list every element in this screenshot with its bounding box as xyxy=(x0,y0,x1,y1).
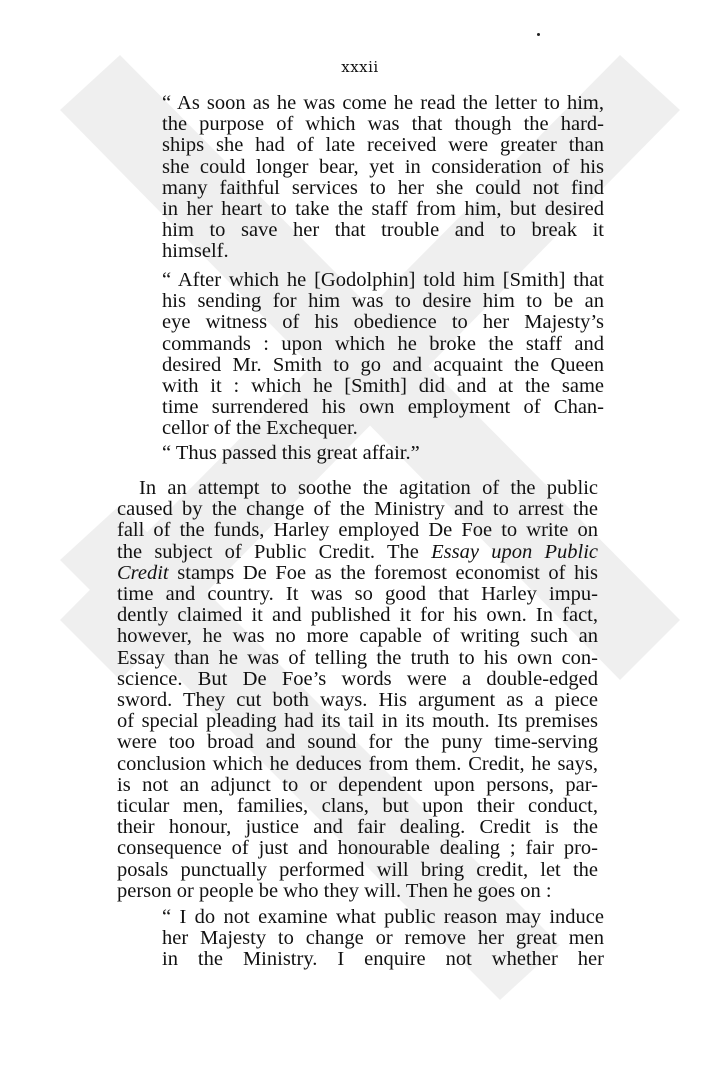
italic-title: Essay upon Public xyxy=(431,540,598,563)
quote-line: in her heart to take the staff from him, but desired xyxy=(162,198,604,221)
quote-line: “ As soon as he was come he read the letter to him, xyxy=(162,92,604,114)
quote-line: commands : upon which he broke the staff and xyxy=(162,332,604,355)
quote-line: with it : which he [Smith] did and at the same xyxy=(162,375,604,398)
quote-block-2 xyxy=(162,270,604,440)
paragraph-line: science. But De Foe’s words were a double-edged xyxy=(117,667,598,690)
paragraph-line: caused by the change of the Ministry and to arrest the xyxy=(117,498,598,521)
paragraph-line xyxy=(117,542,598,563)
paragraph-text: stamps De Foe as the foremost economist of his xyxy=(177,561,599,584)
quote-block-1 xyxy=(162,93,604,263)
quote-line: many faithful services to her she could not find xyxy=(162,176,604,199)
quote-line: his sending for him was to desire him to be an xyxy=(162,290,604,313)
quote-line: she could longer bear, yet in consideration of his xyxy=(162,155,604,178)
quote-line: “ I do not examine what public reason may induce xyxy=(162,906,604,928)
paragraph-line: conclusion which he deduces from them. Credit, he says, xyxy=(117,752,598,775)
paragraph-line: sword. They cut both ways. His argument as a piece xyxy=(117,689,598,712)
paragraph-line: posals punctually performed will bring credit, let the xyxy=(117,858,598,881)
paragraph-line: were too broad and sound for the puny time-serving xyxy=(117,731,598,754)
quote-block-4 xyxy=(162,907,604,971)
paragraph-line: is not an adjunct to or dependent upon persons, par- xyxy=(117,773,598,796)
quote-line: her Majesty to change or remove her great men xyxy=(162,927,604,950)
quote-line: “ After which he [Godolphin] told him [Smith] that xyxy=(162,269,604,291)
paragraph-line: person or people be who they will. Then he goes on : xyxy=(117,879,552,902)
quote-line: desired Mr. Smith to go and acquaint the Queen xyxy=(162,353,604,376)
paragraph-line: their honour, justice and fair dealing. Credit is the xyxy=(117,816,598,839)
paragraph-line: consequence of just and honourable dealing ; fair pro- xyxy=(117,837,598,860)
quote-block-3 xyxy=(162,443,604,464)
page-number: xxxii xyxy=(341,58,379,76)
quote-line: ships she had of late received were greater than xyxy=(162,134,604,157)
paragraph-line: dently claimed it and published it for his own. In fact, xyxy=(117,604,598,627)
quote-line: the purpose of which was that though the hard- xyxy=(162,113,604,136)
quote-line: in the Ministry. I enquire not whether her xyxy=(162,948,604,971)
quote-line: eye witness of his obedience to her Majesty’s xyxy=(162,311,604,334)
quote-line: time surrendered his own employment of Chan- xyxy=(162,396,604,419)
paragraph-line: fall of the funds, Harley employed De Foe to write on xyxy=(117,519,598,542)
paragraph-line: time and country. It was so good that Harley impu- xyxy=(117,583,598,606)
paragraph-text: the subject of Public Credit. The xyxy=(117,540,432,563)
paragraph-line xyxy=(117,563,598,584)
italic-title: Credit xyxy=(117,561,169,584)
paragraph-line: however, he was no more capable of writing such an xyxy=(117,625,598,648)
paragraph-line: of special pleading had its tail in its mouth. Its premises xyxy=(117,710,598,733)
page-mark xyxy=(537,33,540,36)
quote-line: cellor of the Exchequer. xyxy=(162,417,358,440)
paragraph-line: In an attempt to soothe the agitation of the public xyxy=(139,477,598,499)
paragraph-line: ticular men, families, clans, but upon their conduct, xyxy=(117,795,598,818)
quote-line: “ Thus passed this great affair.” xyxy=(162,442,420,464)
paragraph-line: Essay than he was of telling the truth to his own con- xyxy=(117,646,598,669)
quote-line: himself. xyxy=(162,240,229,263)
quote-line: him to save her that trouble and to break it xyxy=(162,219,604,242)
body-paragraph xyxy=(117,478,598,902)
